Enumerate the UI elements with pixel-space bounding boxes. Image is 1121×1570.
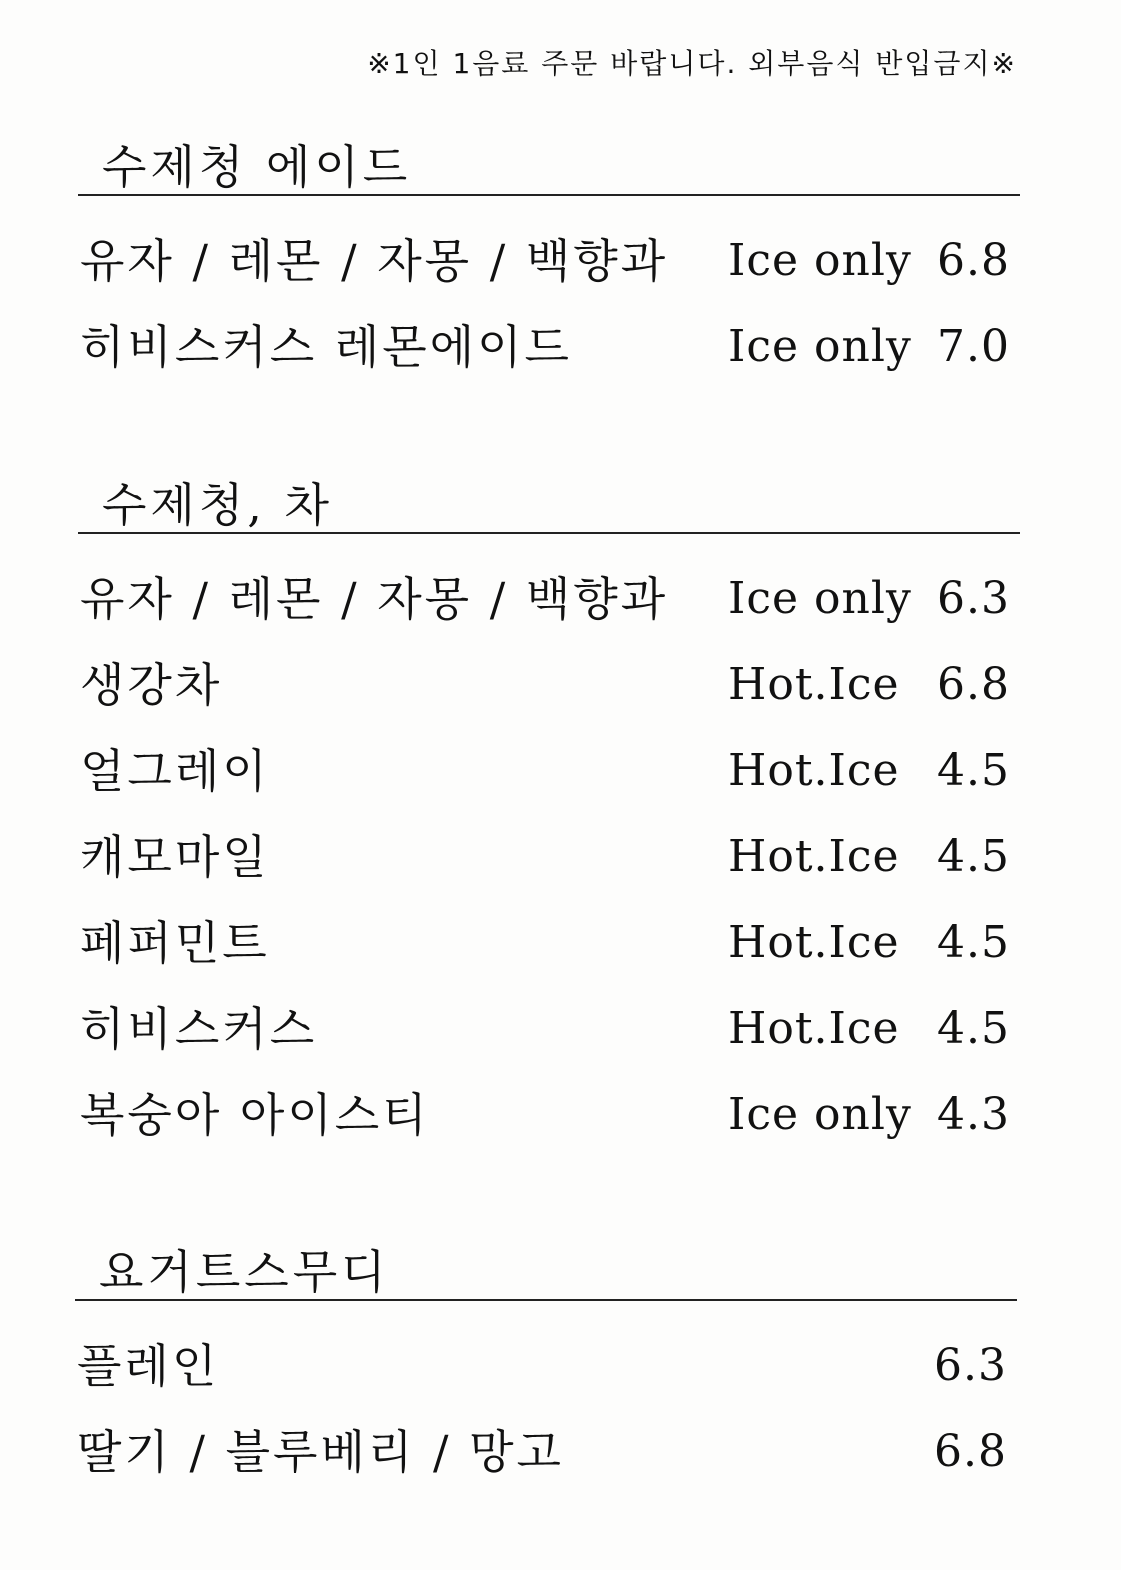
menu-item	[78, 218, 1020, 304]
section-title: 수제청 에이드	[102, 140, 412, 194]
section-header	[78, 138, 1020, 196]
item-temp: Hot.Ice	[728, 1003, 900, 1054]
item-temp: Ice only	[728, 235, 912, 286]
menu-item	[78, 1072, 1020, 1158]
item-price: 4.5	[937, 1003, 1010, 1054]
menu-item	[78, 304, 1020, 390]
menu-items	[78, 556, 1020, 1158]
item-name: 얼그레이	[80, 744, 270, 798]
item-name: 플레인	[77, 1339, 220, 1393]
menu-item	[78, 728, 1020, 814]
item-price: 4.5	[937, 745, 1010, 796]
section-ade	[78, 138, 1020, 390]
menu-item	[75, 1323, 1017, 1409]
item-name: 캐모마일	[80, 830, 270, 884]
item-temp: Hot.Ice	[728, 659, 900, 710]
menu-item	[78, 556, 1020, 642]
item-name: 히비스커스 레몬에이드	[80, 320, 572, 374]
menu-item	[78, 642, 1020, 728]
item-price: 4.5	[937, 831, 1010, 882]
item-price: 6.3	[934, 1340, 1007, 1391]
section-header	[75, 1243, 1017, 1301]
item-temp: Hot.Ice	[728, 831, 900, 882]
item-price: 4.5	[937, 917, 1010, 968]
item-price: 6.8	[937, 659, 1010, 710]
menu-item	[78, 814, 1020, 900]
menu-item	[78, 900, 1020, 986]
menu-item	[75, 1409, 1017, 1495]
section-tea	[78, 476, 1020, 1158]
item-temp: Ice only	[728, 1089, 912, 1140]
menu-items	[78, 218, 1020, 390]
item-name: 페퍼민트	[80, 916, 270, 970]
menu-item	[78, 986, 1020, 1072]
item-name: 생강차	[80, 658, 223, 712]
item-temp: Hot.Ice	[728, 745, 900, 796]
item-temp: Hot.Ice	[728, 917, 900, 968]
section-smoothie	[75, 1243, 1017, 1495]
item-name: 히비스커스	[80, 1002, 318, 1056]
item-name: 딸기 / 블루베리 / 망고	[77, 1425, 564, 1479]
section-title: 요거트스무디	[99, 1245, 390, 1299]
item-price: 6.8	[937, 235, 1010, 286]
item-price: 7.0	[937, 321, 1010, 372]
notice-text: ※1인 1음료 주문 바랍니다. 외부음식 반입금지※	[367, 47, 1017, 80]
item-name: 유자 / 레몬 / 자몽 / 백향과	[80, 234, 669, 288]
section-title: 수제청, 차	[102, 478, 333, 532]
item-temp: Ice only	[728, 321, 912, 372]
item-price: 6.8	[934, 1426, 1007, 1477]
section-header	[78, 476, 1020, 534]
menu-items	[75, 1323, 1017, 1495]
item-temp: Ice only	[728, 573, 912, 624]
item-price: 4.3	[937, 1089, 1010, 1140]
item-name: 유자 / 레몬 / 자몽 / 백향과	[80, 572, 669, 626]
item-name: 복숭아 아이스티	[80, 1088, 430, 1142]
item-price: 6.3	[937, 573, 1010, 624]
